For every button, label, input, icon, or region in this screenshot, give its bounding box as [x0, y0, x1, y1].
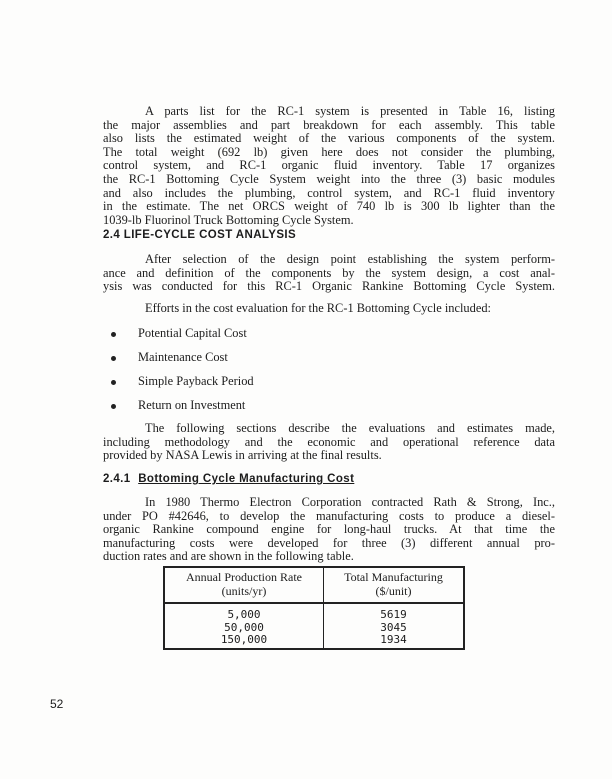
bullet-icon	[111, 356, 116, 361]
text-line: duction rates and are shown in the following table.	[103, 549, 354, 564]
text-line: A parts list for the RC-1 system is presented in Table 16, listing	[145, 104, 555, 118]
text-line: control system, and RC-1 organic fluid inventory. Table 17 organizes	[103, 158, 555, 173]
text-line: After selection of the design point establishing the system perform-	[145, 252, 555, 266]
text-line: provided by NASA Lewis in arriving at the final results.	[103, 448, 382, 463]
bullet-item	[111, 374, 254, 389]
text-line: the RC-1 Bottoming Cycle System weight into the three (3) basic modules	[103, 171, 555, 186]
text-line: ance and definition of the components by the system design, a cost anal-	[103, 265, 555, 280]
page-number: 52	[50, 697, 64, 711]
text-line: The following sections describe the evaluations and estimates made,	[145, 421, 555, 435]
text-line: Efforts in the cost evaluation for the RC-1 Bottoming Cycle included:	[145, 301, 491, 315]
bullet-text: Maintenance Cost	[138, 350, 228, 364]
section-heading: 2.4 LIFE-CYCLE COST ANALYSIS	[103, 229, 297, 241]
manufacturing-cost-table	[163, 566, 465, 650]
column-header-cost: Total Manufacturing ($/unit)	[324, 567, 465, 603]
subsection-heading	[103, 473, 354, 485]
table-row	[164, 603, 464, 649]
bullet-icon	[111, 404, 116, 409]
text-line: also lists the estimated weight of the various components of the system.	[103, 131, 555, 146]
paragraph-sections	[103, 422, 555, 463]
bullet-icon	[111, 380, 116, 385]
text-line: including methodology and the economic and operational reference data	[103, 434, 555, 449]
text-line: 1039-lb Fluorinol Truck Bottoming Cycle System.	[103, 212, 354, 227]
text-line: The total weight (692 lb) given here does not consider the plumbing,	[103, 144, 555, 159]
bullet-icon	[111, 332, 116, 337]
paragraph-manufacturing	[103, 496, 555, 564]
text-line: manufacturing costs were developed for three (3) different annual pro-	[103, 535, 555, 550]
text-line: and also includes the plumbing, control system, and RC-1 fluid inventory	[103, 185, 555, 200]
bullet-item	[111, 326, 247, 341]
text-line: under PO #42646, to develop the manufacturing costs to produce a diesel-	[103, 508, 555, 523]
cost-cell: 5619 3045 1934	[324, 603, 465, 649]
text-line: In 1980 Thermo Electron Corporation contracted Rath & Strong, Inc.,	[145, 495, 555, 509]
bullet-text: Simple Payback Period	[138, 374, 254, 388]
bullet-item	[111, 398, 245, 413]
text-line: organic Rankine compound engine for long-haul trucks. At that time the	[103, 522, 555, 537]
text-line: the major assemblies and part breakdown for each assembly. This table	[103, 117, 555, 132]
paragraph-cost-analysis	[103, 253, 555, 294]
text-line: in the estimate. The net ORCS weight of 740 lb is 300 lb lighter than the	[103, 199, 555, 214]
column-header-rate: Annual Production Rate (units/yr)	[164, 567, 324, 603]
bullet-item	[111, 350, 228, 365]
efforts-intro	[103, 302, 555, 316]
paragraph-parts-list	[103, 105, 555, 227]
subsection-number: 2.4.1	[103, 473, 131, 485]
bullet-text: Return on Investment	[138, 398, 246, 412]
text-line: ysis was conducted for this RC-1 Organic Rankine Bottoming Cycle System.	[103, 279, 555, 294]
rate-cell: 5,000 50,000 150,000	[220, 608, 268, 646]
bullet-text: Potential Capital Cost	[138, 326, 247, 340]
subsection-title: Bottoming Cycle Manufacturing Cost	[138, 473, 355, 485]
